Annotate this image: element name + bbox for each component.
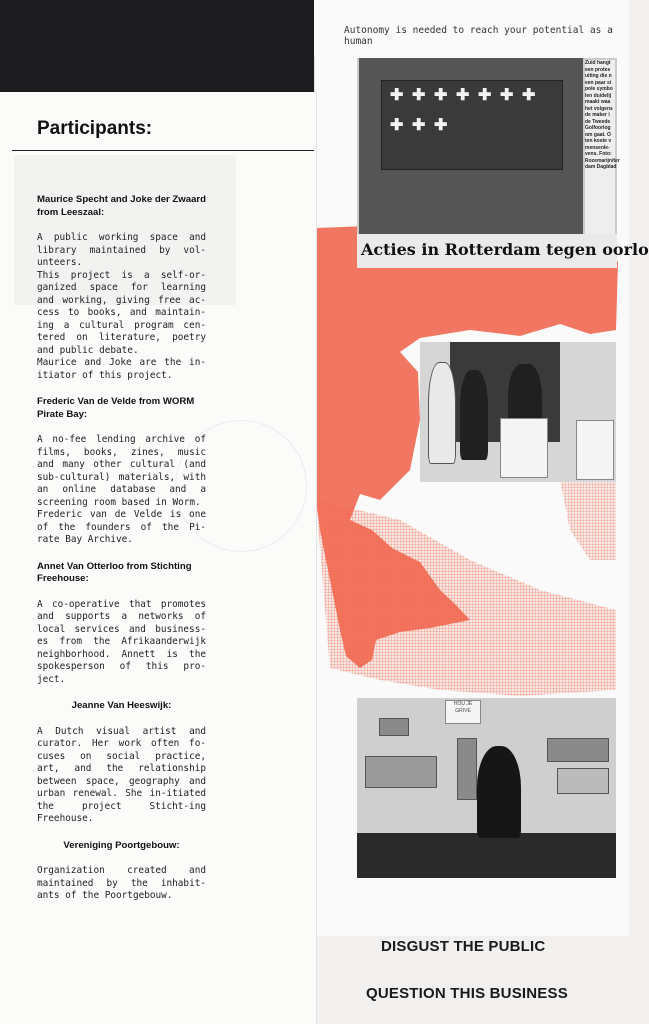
participant-description: A public working space and library maintained by vol-unteers. This project is a self-or-ganized space for learning and working, giving free ac-cess to books, and maintain-ing a cultural program cen-tered on literature, poetry and public debate. Maurice and Joke are the in-itiator of this project. [37,232,206,381]
participant-name: Frederic Van de Velde from WORM Pirate Bay: [37,396,195,420]
panel-discussion-photo [420,342,616,482]
side-table [576,420,614,480]
participant-name: Jeanne Van Heeswijk: [71,700,172,711]
newspaper-column: Zuid hangt een protes uiting die n een paar si pole symbo len duidelij maakt waa het volgens de maker i de Tweede Golfoorlog om gaat. O ten koste v mensenle- vens. Foto: Rozemarijn/ter dam Dagblad [585,60,615,238]
gallery-floor [357,833,616,878]
side-table [500,418,548,478]
wall-display [379,718,409,736]
slogan-question: QUESTION THIS BUSINESS [366,985,568,1002]
participant-entry [37,561,206,687]
wall-display [457,738,477,800]
visitor-figure [477,746,521,838]
speaker-figure [460,370,488,460]
participants-list [37,194,206,917]
participant-entry [37,700,206,826]
wall-display [557,768,609,794]
wall-display [365,756,437,788]
participant-name: Annet Van Otterloo from Stichting Freehouse: [37,560,192,584]
newspaper-photo [357,58,649,268]
participant-description: Organization created and maintained by the inhabit-ants of the Poortgebouw. [37,865,206,901]
heading-rule [12,150,314,151]
wall-display [547,738,609,762]
participant-entry [37,840,206,903]
tagline: Autonomy is needed to reach your potential as a human [344,25,613,47]
participant-entry [37,396,206,547]
participant-entry [37,194,206,382]
participant-description: A Dutch visual artist and curator. Her work often fo-cuses on social practice, art, and the relationship between space, geography and urban renewal. She in-itiated the project Sticht-ing Freehouse. [37,725,206,824]
participants-heading: Participants: [37,118,153,139]
protest-banner: ✚ ✚ ✚ ✚ ✚ ✚ ✚ ✚ ✚ ✚ [381,80,563,170]
headline-band [357,234,649,268]
newspaper-headline: Acties in Rotterdam tegen oorlo [361,240,649,259]
splash-right-wash [560,470,616,560]
slogan-disgust: DISGUST THE PUBLIC [381,938,546,955]
participant-description: A co-operative that promotes and supports a networks of local services and business-es from the Afrikaanderwijk neighborhood. Annett is the spokesperson of this pro-ject. [37,598,206,685]
speaker-figure [428,362,456,464]
exhibition-sign: HOU JE GRIVE [445,700,481,724]
building-facade [359,58,583,234]
exhibition-photo [357,698,616,878]
participant-description: A no-fee lending archive of films, books, zines, music and many other cultural (and sub-cultural) materials, with an online database and a screening room based in Worm. Frederic van de Velde is one of the founders of the Pi-rate Bay Archive. [37,434,206,545]
participant-name: Maurice Specht and Joke der Zwaard from Leeszaal: [37,194,207,218]
participant-name: Vereniging Poortgebouw: [63,839,180,851]
